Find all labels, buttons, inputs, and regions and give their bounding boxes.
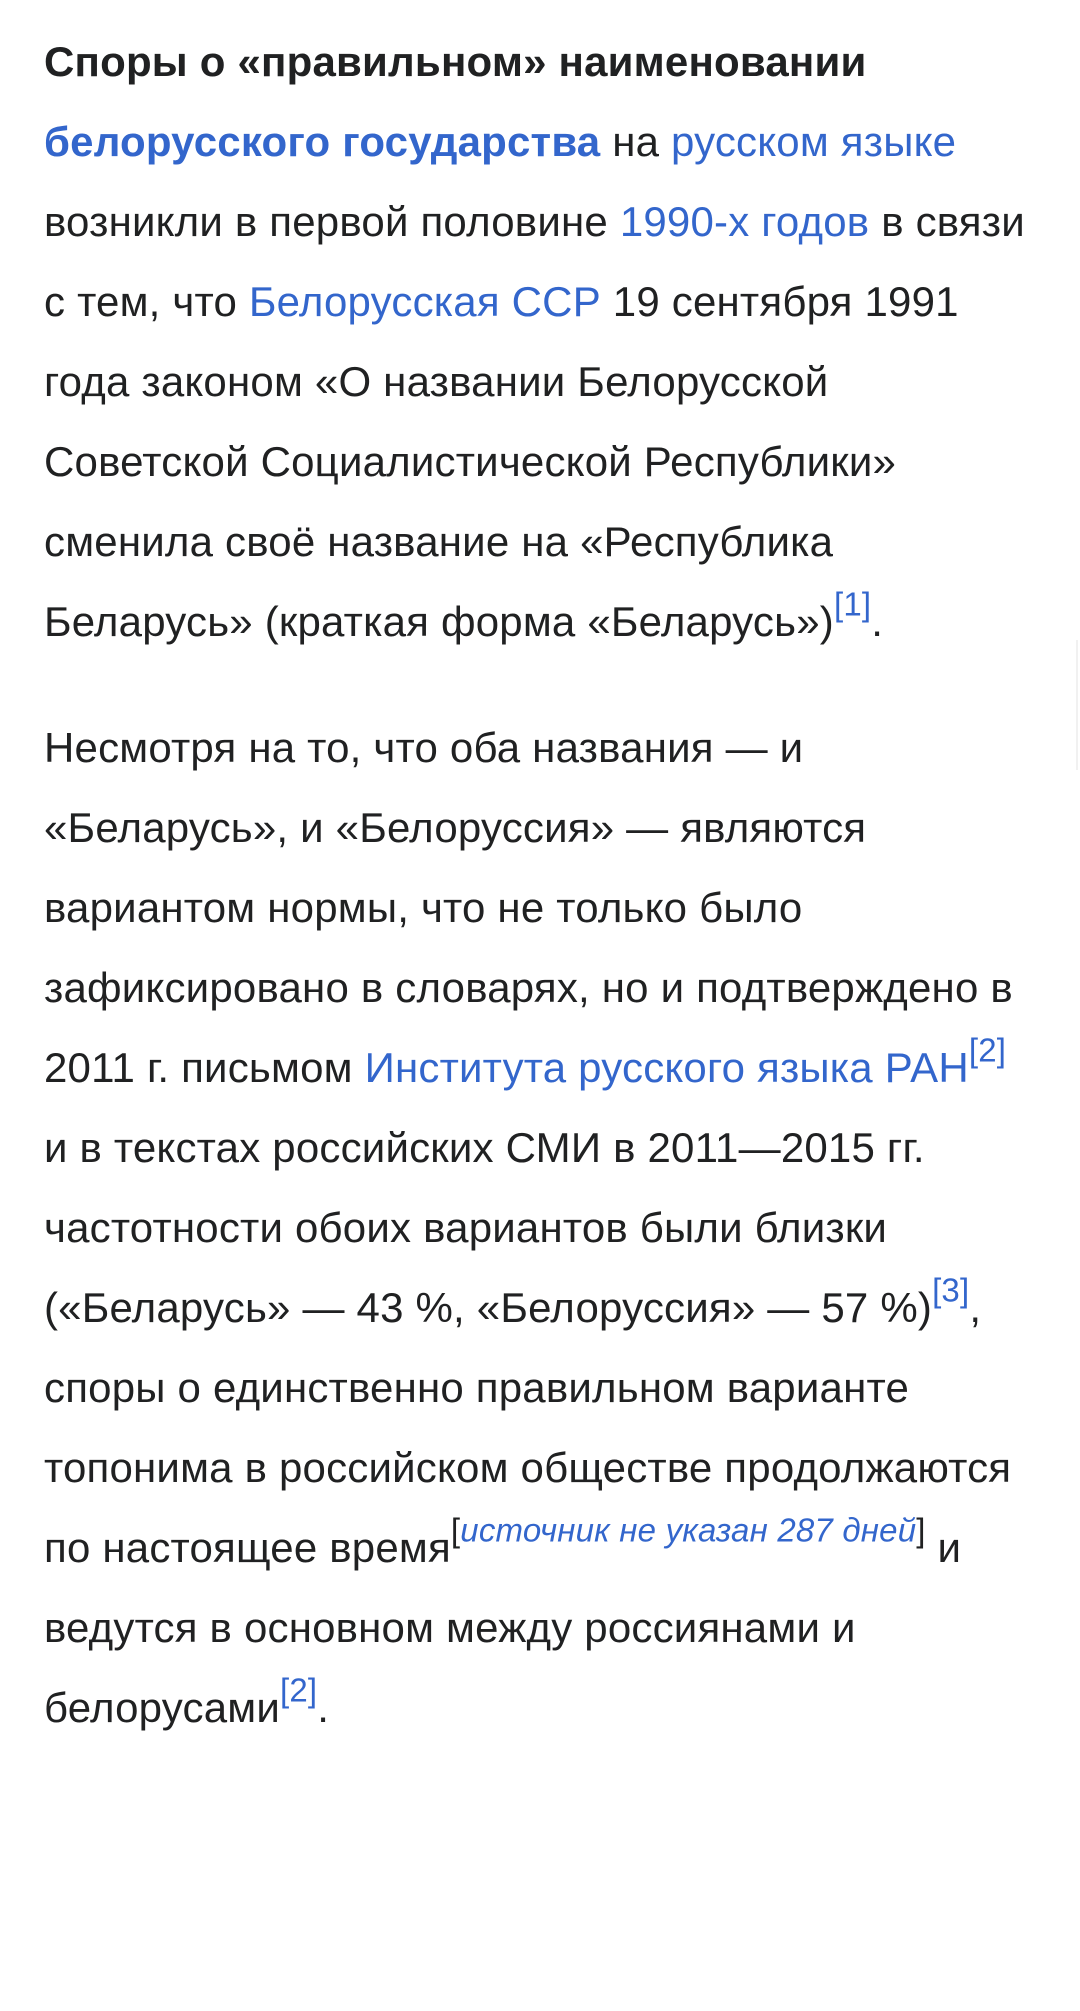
lead-bold-text: Споры о «правильном» наименовании bbox=[44, 38, 867, 85]
link-russian-language[interactable]: русском языке bbox=[671, 118, 957, 165]
text-fragment: . bbox=[317, 1684, 330, 1731]
text-fragment: , споры о единственно правильном варианте топонима в российском обществе продолжаются по настоящее время bbox=[44, 1284, 1012, 1571]
reference-3-link[interactable]: [3] bbox=[932, 1271, 970, 1309]
citation-needed-link[interactable] bbox=[460, 1512, 916, 1549]
text-fragment: возникли в первой половине bbox=[44, 198, 608, 245]
link-1990s[interactable]: 1990-х годов bbox=[619, 198, 870, 245]
text-fragment: в связи с тем, что bbox=[44, 198, 1025, 325]
link-institute-russian-language[interactable]: Института русского языка РАН bbox=[364, 1044, 969, 1091]
link-belarusian-state[interactable]: белорусского государства bbox=[44, 118, 601, 165]
scrollbar-edge bbox=[1076, 640, 1078, 770]
text-fragment: . bbox=[871, 598, 884, 645]
text-fragment: и ведутся в основном между россиянами и белорусами bbox=[44, 1524, 962, 1731]
link-bssr[interactable]: Белорусская ССР bbox=[248, 278, 601, 325]
reference-2-link[interactable]: [2] bbox=[968, 1031, 1007, 1069]
note-bracket-open: [ bbox=[450, 1511, 461, 1549]
text-fragment: Несмотря на то, что оба названия — и «Беларусь», и «Белоруссия» — являются вариантом нормы, что не только было зафиксировано в словарях, но и подтверждено в 2011 г. письмом bbox=[44, 724, 1013, 1091]
paragraph-1 bbox=[44, 22, 1036, 662]
citation-needed-text: источник не указан 287 дней bbox=[460, 1511, 917, 1549]
text-fragment: на bbox=[612, 118, 660, 165]
reference-2-repeat-link[interactable]: [2] bbox=[280, 1671, 318, 1709]
citation-needed-note bbox=[451, 1512, 926, 1549]
text-fragment: 19 сентября 1991 года законом «О названии Белорусской Советской Социалистической Республики» сменила своё название на «Республика Беларусь» (краткая форма «Беларусь») bbox=[44, 278, 959, 645]
paragraph-2 bbox=[44, 708, 1036, 1748]
text-fragment: и в текстах российских СМИ в 2011—2015 гг. частотности обоих вариантов были близки («Беларусь» — 43 %, «Белоруссия» — 57 %) bbox=[44, 1124, 933, 1331]
reference-1-link[interactable]: [1] bbox=[833, 585, 872, 623]
note-bracket-close: ] bbox=[916, 1511, 926, 1549]
